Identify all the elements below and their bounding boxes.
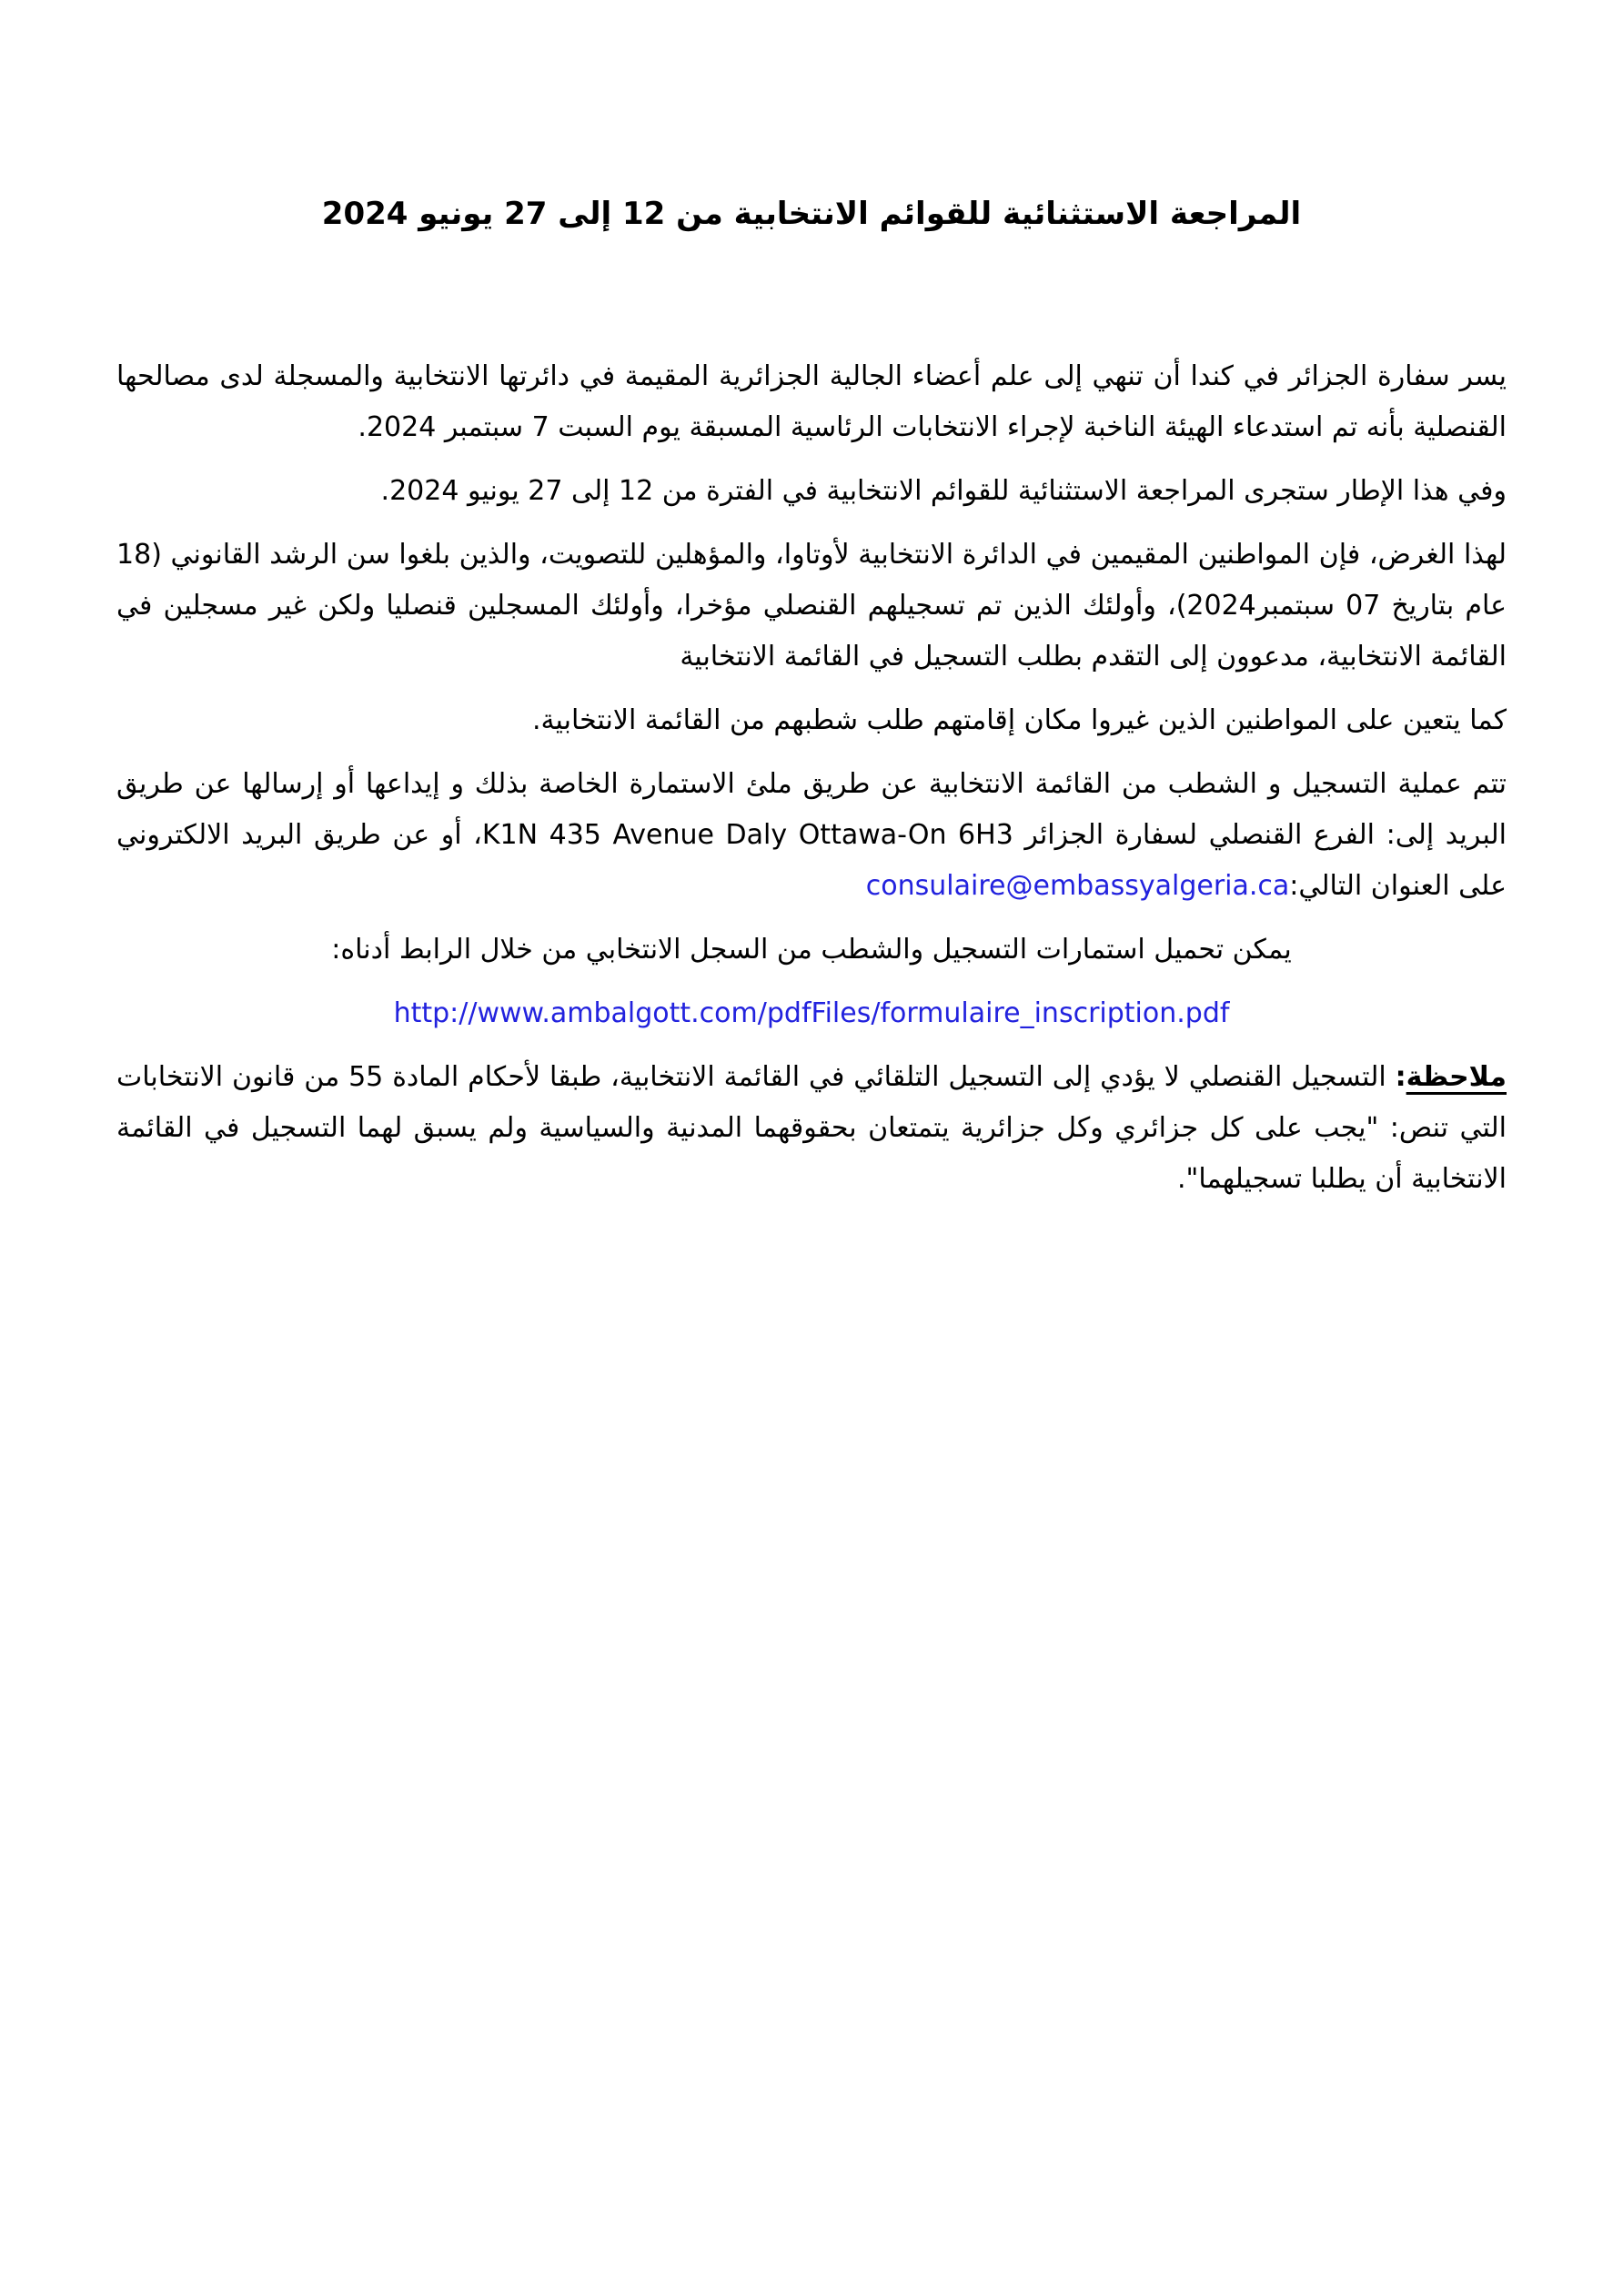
- paragraph-announcement: يسر سفارة الجزائر في كندا أن تنهي إلى علم أعضاء الجالية الجزائرية المقيمة في دائرتها الانتخابية والمسجلة لدى مصالحها القنصلية بأنه تم استدعاء الهيئة الناخبة لإجراء الانتخابات الرئاسية المسبقة يوم السبت 7 سبتمبر 2024.: [116, 359, 1507, 443]
- document-title-text: المراجعة الاستثنائية للقوائم الانتخابية من 12 إلى 27 يونيو 2024: [321, 196, 1302, 232]
- note-label: ملاحظة: [1406, 1060, 1507, 1093]
- paragraph-deregistration: كما يتعين على المواطنين الذين غيروا مكان إقامتهم طلب شطبهم من القائمة الانتخابية.: [531, 703, 1507, 736]
- form-url-link[interactable]: http://www.ambalgott.com/pdfFiles/formulaire_inscription.pdf: [393, 996, 1230, 1029]
- paragraph-procedure: [116, 759, 1507, 912]
- note-colon: :: [1395, 1060, 1406, 1093]
- paragraph-download-info: يمكن تحميل استمارات التسجيل والشطب من السجل الانتخابي من خلال الرابط أدناه:: [331, 933, 1292, 966]
- paragraph-eligibility: لهذا الغرض، فإن المواطنين المقيمين في الدائرة الانتخابية لأوتاوا، والمؤهلين للتصويت، والذين بلغوا سن الرشد القانوني (18 عام بتاريخ 07 سبتمبر2024)، وأولئك الذين تم تسجيلهم القنصلي مؤخرا، وأولئك المسجلين قنصليا ولكن غير مسجلين في القائمة الانتخابية، مدعوون إلى التقدم بطلب التسجيل في القائمة الانتخابية: [116, 538, 1507, 673]
- paragraph-form-url: [116, 988, 1507, 1039]
- paragraph-note: [116, 1052, 1507, 1205]
- document-title: [116, 193, 1507, 237]
- note-text: التسجيل القنصلي لا يؤدي إلى التسجيل التلقائي في القائمة الانتخابية، طبقا لأحكام المادة 55 من قانون الانتخابات التي تنص: "يجب على كل جزائري وكل جزائرية يتمتعان بحقوقهما المدنية والسياسية ولم يسبق لهما التسجيل في القائمة الانتخابية أن يطلبا تسجيلهما".: [116, 1060, 1507, 1195]
- paragraph-revision-period: وفي هذا الإطار ستجرى المراجعة الاستثنائية للقوائم الانتخابية في الفترة من 12 إلى 27 يونيو 2024.: [380, 474, 1507, 507]
- procedure-text: تتم عملية التسجيل و الشطب من القائمة الانتخابية عن طريق ملئ الاستمارة الخاصة بذلك و إيداعها أو إرسالها عن طريق البريد إلى: الفرع القنصلي لسفارة الجزائر K1N 435 Avenue Daly Ottawa-On 6H3، أو عن طريق البريد الالكتروني على العنوان التالي:: [116, 767, 1507, 902]
- email-link[interactable]: consulaire@embassyalgeria.ca: [865, 869, 1290, 902]
